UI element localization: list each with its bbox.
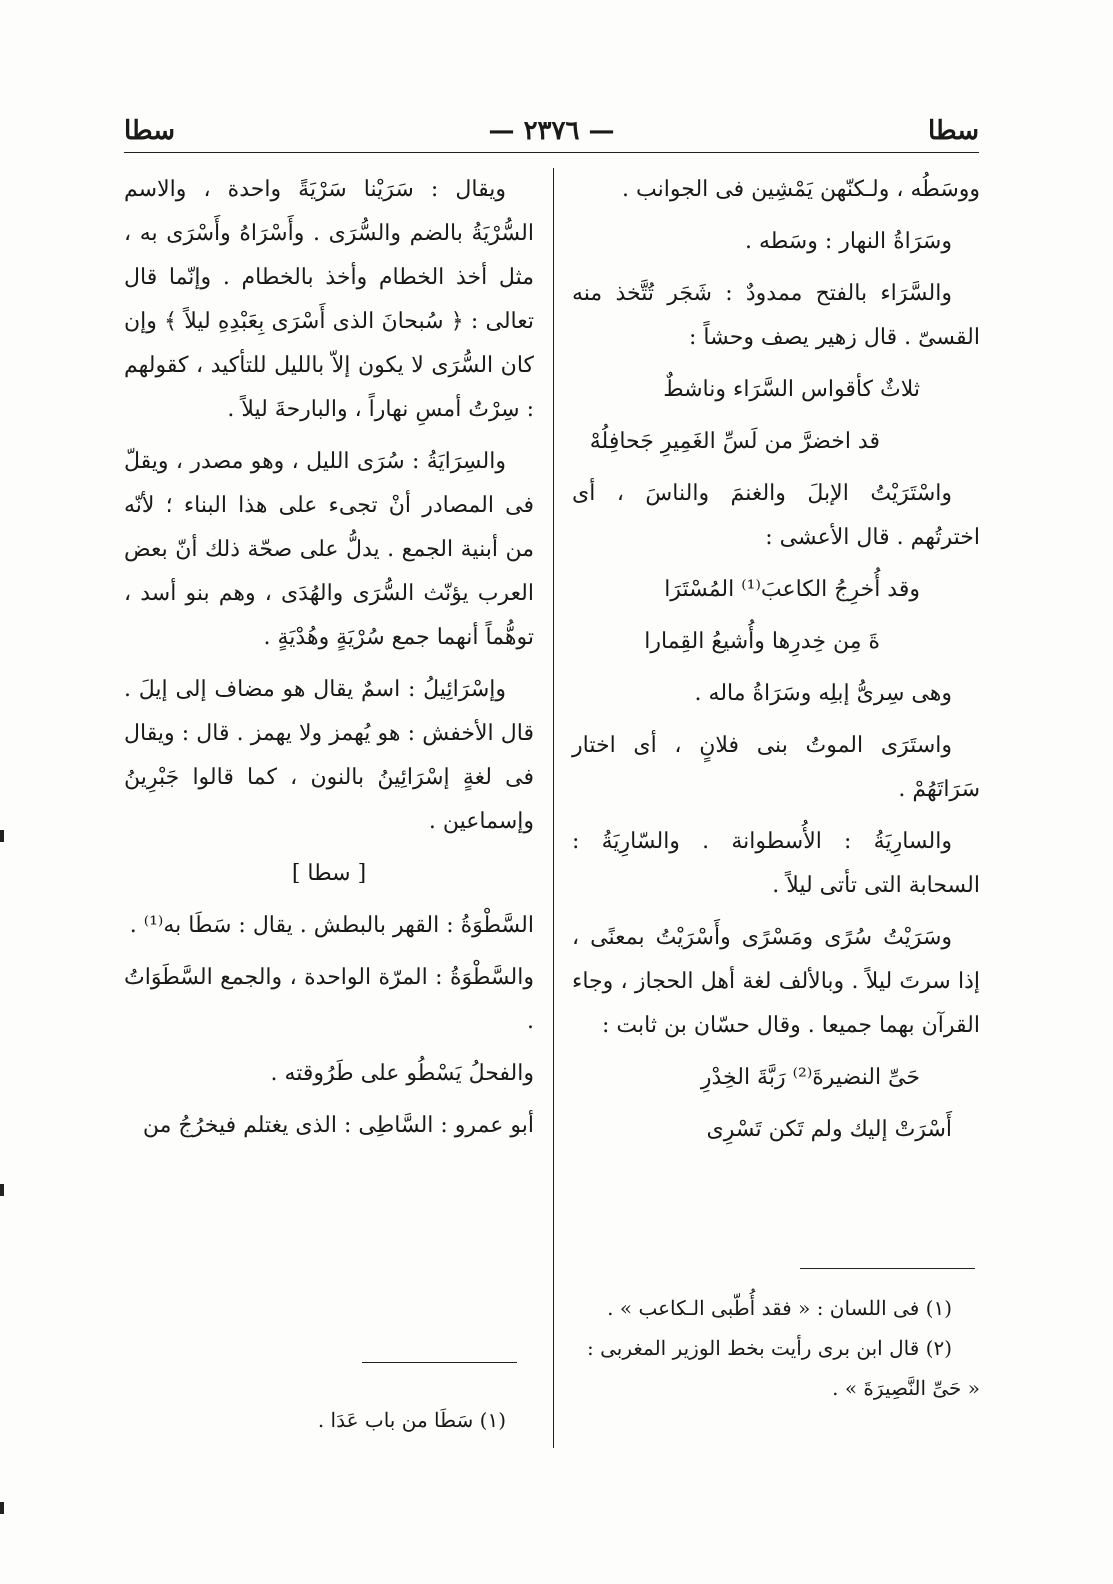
footnote: (١) فى اللسان : « فقد أُطّبى الـكاعب » . — [607, 1296, 952, 1320]
scan-mark — [0, 1502, 4, 1514]
footnote: (١) سَطَا من باب عَدَا . — [317, 1408, 506, 1432]
page-number: — ٢٣٧٦ — — [488, 116, 615, 146]
paragraph: وسَرَاةُ النهار : وسَطه . — [744, 229, 952, 254]
paragraph: والفحلُ يَسْطُو على طَرُوقته . — [270, 1061, 534, 1086]
paragraph: واستَرَى الموتُ بنى فلانٍ ، أى اختار سَرَاتَهُمْ . — [572, 733, 980, 802]
paragraph: والسارِيَةُ : الأُسطوانة . والسّارِيَةُ : السحابة التى تأتى ليلاً . — [572, 829, 980, 898]
verse-line: وقد أُخرِجُ الكاعبَ⁽¹⁾ المُسْتَرَا — [664, 577, 920, 602]
section-heading: [ سطا ] — [291, 861, 367, 886]
right-footnotes — [572, 1288, 980, 1408]
scan-mark — [0, 1184, 4, 1196]
header-rule — [124, 152, 979, 153]
verse-line: حَىِّ النضيرةَ⁽²⁾ رَبَّةَ الخِدْرِ — [700, 1065, 920, 1090]
right-column — [572, 168, 980, 1160]
footnote: « حَىِّ النَّصِيرَةَ » . — [832, 1376, 980, 1400]
column-divider — [553, 168, 554, 1448]
left-column — [124, 168, 534, 1156]
paragraph: ووسَطُه ، ولـكنّهن يَمْشِين فى الجوانب . — [622, 177, 980, 202]
paragraph: وسَرَيْتُ سُرًى ومَسْرًى وأَسْرَيْتُ بمعنًى ، إذا سرتَ ليلاً . وبالألف لغة أهل الحجاز ، وجاء القرآن بهما جميعا . وقال حسّان بن ثابت : — [572, 925, 980, 1038]
paragraph: وهى سِرىُّ إبلِه وسَرَاةُ ماله . — [694, 681, 952, 706]
scan-mark — [0, 830, 4, 842]
verse-line: أَسْرَتْ إليك ولم تَكن تَسْرِى — [706, 1117, 952, 1142]
paragraph: والسَّرَاء بالفتح ممدودٌ : شَجَر تُتَّخذ منه القسىّ . قال زهير يصف وحشاً : — [572, 281, 980, 350]
paragraph: واسْتَرَيْتُ الإبلَ والغنمَ والناسَ ، أى اخترتُهم . قال الأعشى : — [572, 481, 980, 550]
paragraph: والسِرَايَةُ : سُرَى الليل ، وهو مصدر ، ويقلّ فى المصادر أنْ تجىء على هذا البناء ؛ لأنّه من أبنية الجمع . يدلُّ على صحّة ذلك أنّ بعض العرب يؤنّث السُّرَى والهُدَى ، وهم بنو أسد ، توهُّماً أنهما جمع سُرْيَةٍ وهُدْيَةٍ . — [124, 449, 534, 650]
running-header — [124, 112, 979, 152]
paragraph: السَّطْوَةُ : القهر بالبطش . يقال : سَطَا به⁽¹⁾ . — [129, 913, 534, 938]
paragraph: أبو عمرو : السَّاطِى : الذى يغتلم فيخرُجُ من — [142, 1113, 534, 1138]
paragraph: وإسْرَائِيلُ : اسمٌ يقال هو مضاف إلى إيلَ . قال الأخفش : هو يُهمز ولا يهمز . قال : ويقال فى لغةٍ إسْرَائِينُ بالنون ، كما قالوا جَبْرِينُ وإسماعين . — [124, 677, 534, 834]
header-word-left: سطا — [124, 116, 176, 146]
verse-line: ثلاثٌ كأقواس السَّرَاء وناشطٌ — [663, 377, 920, 402]
footnote-rule — [362, 1362, 517, 1363]
header-word-right: سطا — [927, 116, 979, 146]
footnote-rule — [800, 1268, 975, 1269]
paragraph: والسَّطْوَةُ : المرّة الواحدة ، والجمع السَّطَوَاتُ . — [124, 965, 534, 1034]
verse-line: ةَ مِن خِدرِها وأُشيعُ القِمارا — [644, 629, 880, 654]
verse-line: قد اخضرَّ من لَسِّ الغَمِيرِ جَحافِلُهْ — [589, 429, 880, 454]
paragraph: ويقال : سَرَيْنا سَرْيَةً واحدة ، والاسم السُّرْيَةُ بالضم والسُّرَى . وأَسْرَاهُ وأَسْرَى به ، مثل أخذ الخطام وأخذ بالخطام . وإنّما قال تعالى : ﴿ سُبحانَ الذى أَسْرَى بِعَبْدِهِ ليلاً ﴾ وإن كان السُّرَى لا يكون إلاّ بالليل للتأكيد ، كقولهم : سِرْتُ أمسِ نهاراً ، والبارحةَ ليلاً . — [124, 177, 534, 422]
left-footnotes — [124, 1400, 534, 1440]
footnote: (٢) قال ابن برى رأيت بخط الوزير المغربى : — [586, 1336, 952, 1360]
